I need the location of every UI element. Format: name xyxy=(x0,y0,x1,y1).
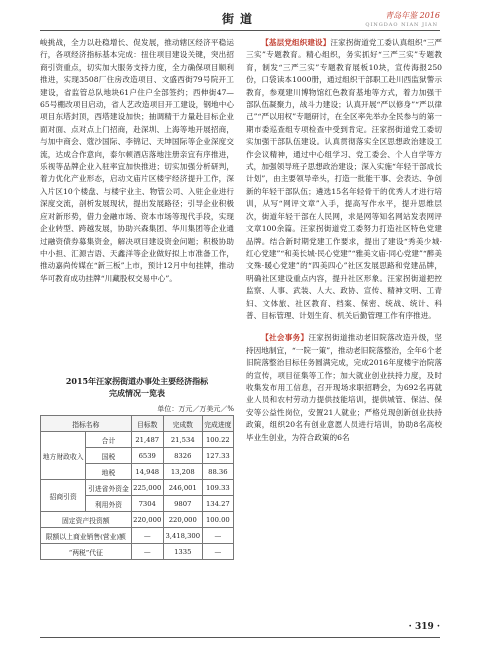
row-target: 7304 xyxy=(131,496,163,512)
section-text: 汪家拐街道党工委认真组织“三严三实”专题教育。精心组织，务实抓好“三严三实”专题教育，制发“三严三实”专题教育展板10块，宣传海报250份，口袋读本1000册，通过组织干部职工赴川西监狱警示教育，参观建川博物馆红色教育基地等方式，着力加强干部队伍凝聚力，战斗力建设；认真开展“严以修身”“严以律己”“严以用权”专题研讨，在全区率先举办全民参与的第一期市委巡查组专项检查中受到肯定。汪家拐街道党工委切实加强干部队伍建设。认真贯彻落实全区思想政治建设工作会议精神，通过中心组学习、党工委会、个人自学等方式，加强领导班子思想政治建设；深入实施“年轻干部成长计划”，由主要领导牵头，打造一批能干事、会表达、争创新的年轻干部队伍；遴选15名年轻骨干的优秀人才进行培训，从写“网评文章”入手，提高写作水平，提升思维层次，街道年轻干部在人民网，求是网等知名网站发表网评文章100余篇。汪家拐街道党工委努力打造社区特色党建品牌。结合新时期党建工作要求，提出了建设“秀美少城·红心党建”“和美长城·民心党建”“雅美文庙·同心党建”“醉美文殊·暖心党建”的“四美四心”社区发展思路和党建品牌，明确社区建设重点内容，提升社区形象。汪家拐街道把控监察、人事、武装、人大、政协、宣传、精神文明、工青妇、文体旅、社区教育、档案、保密、统战、统计、科普、目标管理、计划生育、机关后勤管理工作有序推进。 xyxy=(246,38,442,320)
row-progress: 109.33 xyxy=(202,480,233,496)
table-row xyxy=(41,480,234,496)
header-divider xyxy=(40,30,440,31)
row-group-label: 地方财政收入 xyxy=(41,432,86,480)
table-title xyxy=(40,375,234,399)
left-paragraph: 峻挑战，全力以赴稳增长、促发展，推动辖区经济平稳运行，各项经济指标基本完成：扭住项目建设关键，突出招商引资重点，切实加大服务支持力度，全力确保项目顺利推进，实现3508厂住房改造项目、文盛西街79号院开工建设，省监管总队地块61户住户全部签约；西伸街47—65号棚改项目启动，省人艺改造项目开工建设，钢地中心项目东塔封顶，西塔建设加快；抽调精干力量赴目标企业面对面、点对点上门招商，赴深圳、上海等地开展招商，与加中商会、蔻沙国际、李锦记、天坤国际等企业深度交流，达成合作意向，泰尔顿酒店落地注册亲宜有序推进，乐视等品牌企业入驻率宜加快推进；切实加强分析研判，着力优化产业形态，启动文庙片区楼宇经济提升工作，深入片区10个楼盘、与楼宇业主、物管公司、入驻企业进行深度交流，剖析发展现状，提出发展路径；引导企业积极应对新形势，借力金融市场、资本市场等现代手段，实现企业转型、跨越发展，协助兴森集团、华川集团等企业通过融资债券募集资金，解决项目建设资金问题；积极协助中小担、汇源吉语、天鑫洋等企业做好拟上市准备工作，推动嘉尚传媒在“新三板”上市，预计12月中旬挂牌，推动华可教育成功挂牌“川藏股权交易中心”。 xyxy=(40,38,234,283)
table-header-cell: 目标数 xyxy=(131,416,163,432)
row-done: 220,000 xyxy=(163,512,202,528)
left-column xyxy=(40,37,234,285)
table-header-cell: 完成进度 xyxy=(202,416,233,432)
row-label: 利用外资 xyxy=(86,496,131,512)
footer-divider xyxy=(40,637,440,638)
party-building-paragraph xyxy=(246,37,442,322)
row-progress: 88.36 xyxy=(202,464,233,480)
row-done: 3,418,300 xyxy=(163,528,202,544)
row-target: 6539 xyxy=(131,448,163,464)
section-text: 汪家拐街道推动老旧院落改造升级，坚持因地制宜，“一院一策”，推动老旧院落整治，全年6个老旧院落整治目标任务圆满完成，完成2016年度楼宇治院落的宣传，项目征集等工作；加大就业创业扶持力度，及时收集发布用工信息，召开现场求职招聘会，为692名再就业人员和农村劳动力提供技能培训，提供城管、保洁、保安等公益性岗位，安置21人就业；严格兑现创新创业扶持政策，组织20名有创业意愿人员进行培训，协助8名高校毕业生创业，为符合政策的6名 xyxy=(246,333,443,442)
table-title-line2: 完成情况一览表 xyxy=(109,388,165,398)
row-target: 21,487 xyxy=(131,432,163,448)
row-label: “两税”代征 xyxy=(41,544,132,560)
table-row xyxy=(41,432,234,448)
section-tag: 【社会事务】 xyxy=(261,333,309,343)
social-affairs-paragraph xyxy=(246,332,442,444)
row-label: 合计 xyxy=(86,432,131,448)
row-progress: — xyxy=(202,528,233,544)
row-label: 国税 xyxy=(86,448,131,464)
row-target: — xyxy=(131,544,163,560)
table-header-cell: 完成数 xyxy=(163,416,202,432)
row-progress: 100.00 xyxy=(202,512,233,528)
table-header-cell: 指标名称 xyxy=(41,416,132,432)
table-row xyxy=(41,512,234,528)
yearbook-label: 青岛年鉴 2016 xyxy=(385,11,440,20)
table-row xyxy=(41,544,234,560)
row-done: 21,534 xyxy=(163,432,202,448)
section-tag: 【基层党组织建设】 xyxy=(261,38,331,47)
row-label: 地税 xyxy=(86,464,131,480)
table-row xyxy=(41,528,234,544)
row-target: 14,948 xyxy=(131,464,163,480)
row-target: — xyxy=(131,528,163,544)
row-progress: 134.27 xyxy=(202,496,233,512)
right-column xyxy=(246,37,442,444)
row-progress: — xyxy=(202,544,233,560)
table-header-row xyxy=(41,416,234,432)
yearbook-pinyin: QINGDAO NIAN JIAN xyxy=(365,22,438,28)
row-progress: 100.22 xyxy=(202,432,233,448)
row-target: 225,000 xyxy=(131,480,163,496)
row-done: 1335 xyxy=(163,544,202,560)
row-target: 220,000 xyxy=(131,512,163,528)
row-label: 固定资产投资额 xyxy=(41,512,132,528)
header-title: 街道 xyxy=(221,12,258,26)
row-label: 引进省外资金 xyxy=(86,480,131,496)
row-done: 13,208 xyxy=(163,464,202,480)
table-unit: 单位：万元／万美元／% xyxy=(157,405,234,413)
table-title-line1: 2015年汪家拐街道办事处主要经济指标 xyxy=(65,376,209,386)
row-done: 8326 xyxy=(163,448,202,464)
row-group-label: 招商引资 xyxy=(41,480,86,512)
row-label: 限额以上商业销售(营业)额 xyxy=(41,528,132,544)
row-progress: 127.33 xyxy=(202,448,233,464)
page-number: · 319 · xyxy=(408,622,440,632)
economic-indicators-table xyxy=(40,415,234,560)
row-done: 9807 xyxy=(163,496,202,512)
row-done: 246,001 xyxy=(163,480,202,496)
